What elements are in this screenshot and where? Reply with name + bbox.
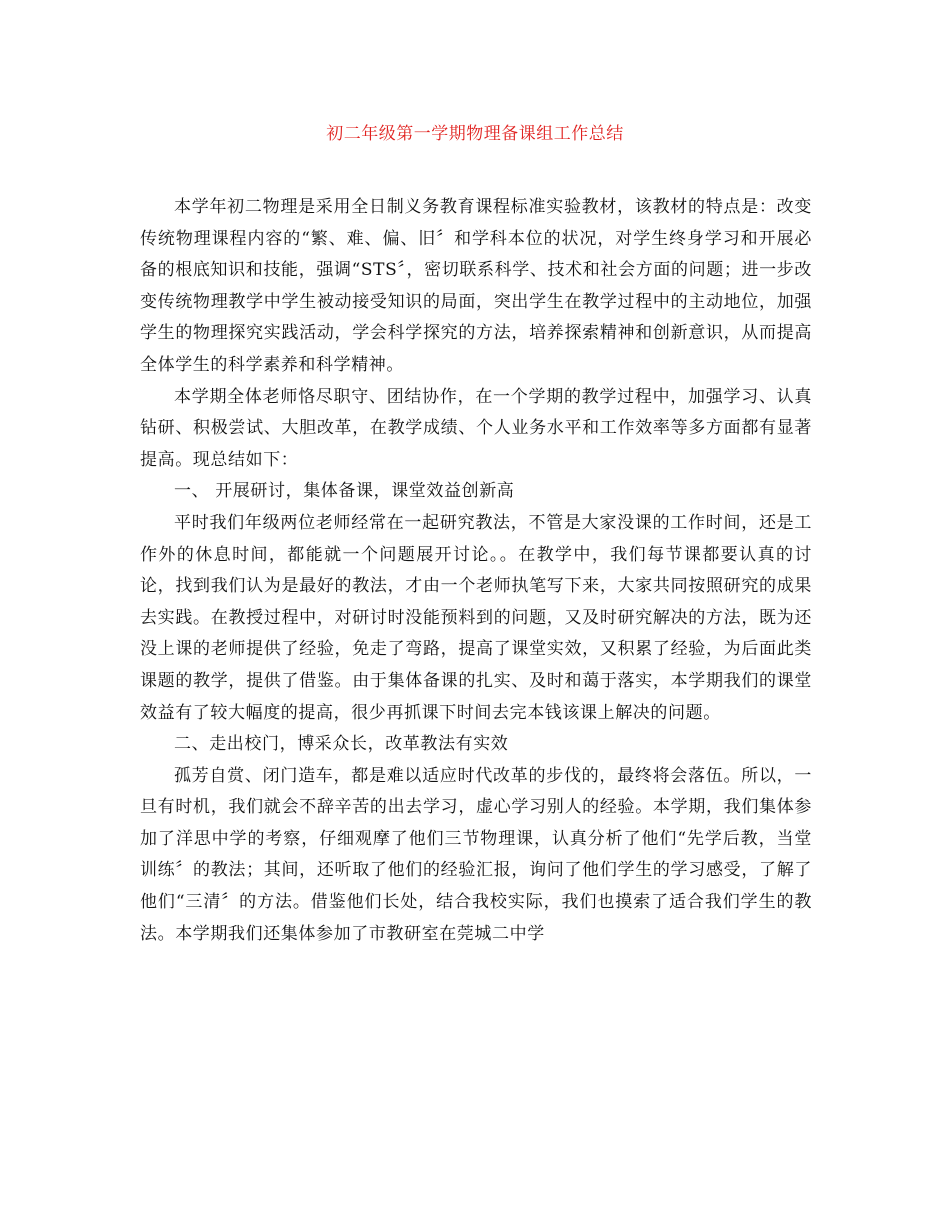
- paragraph-overview: 本学期全体老师恪尽职守、团结协作，在一个学期的教学过程中，加强学习、认真钻研、积极尝试、大胆改革，在教学成绩、个人业务水平和工作效率等多方面都有显著提高。现总结如下：: [140, 386, 812, 470]
- section-heading-1: 一、 开展研讨，集体备课，课堂效益创新高: [174, 481, 515, 502]
- paragraph-intro: 本学年初二物理是采用全日制义务教育课程标准实验教材，该教材的特点是：改变传统物理课程内容的“繁、难、偏、旧〞和学科本位的状况，对学生终身学习和开展必备的根底知识和技能，强调“STS〞，密切联系科学、技术和社会方面的问题；进一步改变传统物理教学中学生被动接受知识的局面，突出学生在教学过程中的主动地位，加强学生的物理探究实践活动，学会科学探究的方法，培养探索精神和创新意识，从而提高全体学生的科学素养和科学精神。: [140, 197, 812, 375]
- paragraph-section-1: 平时我们年级两位老师经常在一起研究教法，不管是大家没课的工作时间，还是工作外的休息时间，都能就一个问题展开讨论。。在教学中，我们每节课都要认真的讨论，找到我们认为是最好的教法，才由一个老师执笔写下来，大家共同按照研究的成果去实践。在教授过程中，对研讨时没能预料到的问题，又及时研究解决的方法，既为还没上课的老师提供了经验，免走了弯路，提高了课堂实效，又积累了经验，为后面此类课题的教学，提供了借鉴。由于集体备课的扎实、及时和蔼于落实，本学期我们的课堂效益有了较大幅度的提高，很少再抓课下时间去完本钱该课上解决的问题。: [140, 512, 812, 723]
- paragraph-section-2: 孤芳自赏、闭门造车，都是难以适应时代改革的步伐的，最终将会落伍。所以，一旦有时机，我们就会不辞辛苦的出去学习，虚心学习别人的经验。本学期，我们集体参加了洋思中学的考察，仔细观摩了他们三节物理课，认真分析了他们“先学后教，当堂训练〞的教法；其间，还听取了他们的经验汇报，询问了他们学生的学习感受，了解了他们“三清〞的方法。借鉴他们长处，结合我校实际，我们也摸索了适合我们学生的教法。本学期我们还集体参加了市教研室在莞城二中学: [140, 765, 812, 944]
- section-heading-2: 二、走出校门，博采众长，改革教法有实效: [174, 734, 509, 755]
- document-title: 初二年级第一学期物理备课组工作总结: [326, 124, 624, 144]
- document-body: [140, 192, 812, 950]
